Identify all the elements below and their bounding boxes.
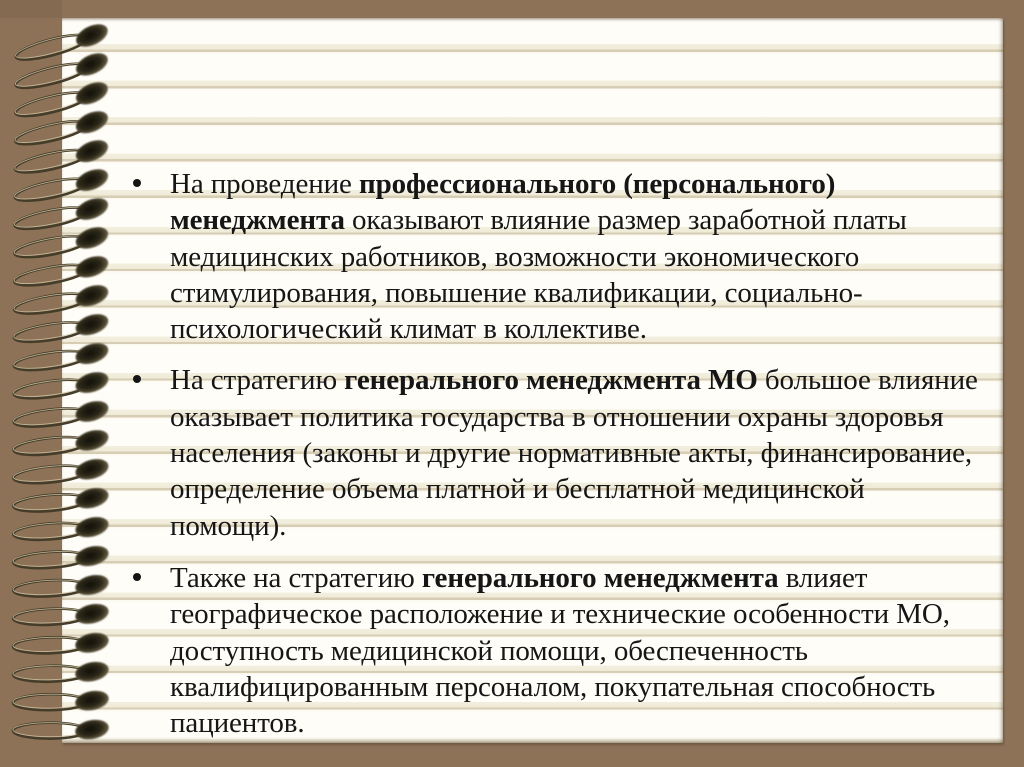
text-line: доступность медицинской помощи, обеспеченность: [170, 634, 808, 667]
text-line: стимулирования, повышение квалификации, социально-: [170, 276, 863, 309]
bullet-marker: [133, 375, 141, 383]
bullet-item: [62, 166, 1003, 347]
text-line: психологический климат в коллективе.: [170, 313, 647, 346]
text-line: Также на стратегию генерального менеджмента влияет: [170, 561, 868, 594]
slide-body: [62, 18, 1003, 757]
text-line: На стратегию генерального менеджмента МО большое влияние: [170, 364, 978, 397]
bullet-marker: [133, 179, 141, 187]
bullet-item: [62, 560, 1003, 741]
text-line: помощи).: [170, 509, 287, 542]
text-line: оказывает политика государства в отношении охраны здоровья: [170, 400, 944, 433]
text-line: менеджмента оказывают влияние размер заработной платы: [170, 204, 907, 237]
text-line: медицинских работников, возможности экономического: [170, 240, 860, 273]
text-line: населения (законы и другие нормативные акты, финансирование,: [170, 437, 973, 470]
text-line: На проведение профессионального (персонального): [170, 168, 836, 200]
text-line: определение объема платной и бесплатной медицинской: [170, 473, 865, 506]
bullet-item: [62, 362, 1003, 543]
text-line: географическое расположение и технические особенности МО,: [170, 598, 950, 631]
text-line: квалифицированным персоналом, покупательная способность: [170, 670, 936, 703]
bullet-list: [62, 166, 1003, 741]
bullet-marker: [133, 573, 141, 581]
text-line: пациентов.: [170, 707, 305, 740]
